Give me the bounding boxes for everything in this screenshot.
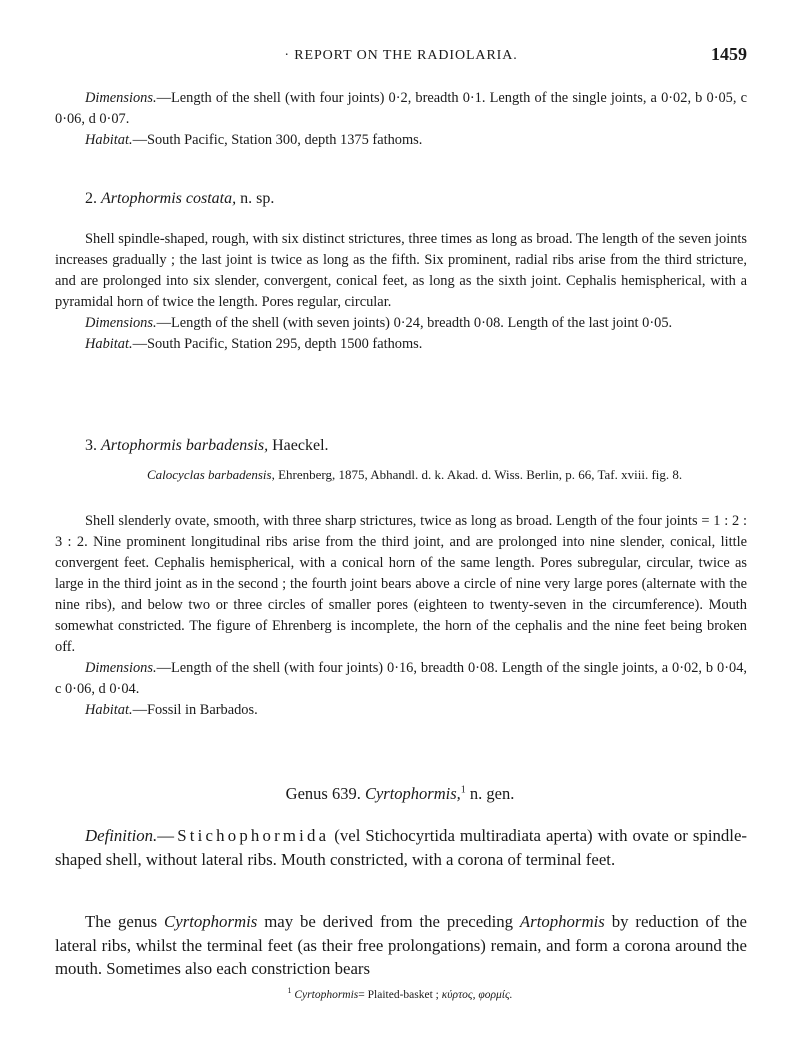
species-2-heading: 2. Artophormis costata, n. sp. bbox=[85, 190, 275, 207]
species-3-name: Artophormis barbadensis, bbox=[101, 437, 269, 454]
species-3-synonymy: Calocyclas barbadensis, Ehrenberg, 1875, Abhandl. d. k. Akad. d. Wiss. Berlin, p. 66, Taf. xviii. fig. 8. bbox=[147, 467, 683, 482]
species-2-description: Shell spindle-shaped, rough, with six distinct strictures, three times as long as broad. The length of the seven joints increases gradually ; the last joint is twice as long as the fifth. Six prominent, radial ribs arise from the third stricture, and are prolonged into six slender, convergent, conical feet, as long as the sixth joint. Cephalis hemispherical, with a pyramidal horn of twice the length. Pores regular, circular. bbox=[55, 231, 747, 310]
genus-definition: Definition.—Stichophormida (vel Stichocyrtida multiradiata aperta) with ovate or spindle-shaped shell, without lateral ribs. Mouth constricted, with a corona of terminal feet. bbox=[55, 826, 747, 869]
species-2-dimensions: Dimensions.—Length of the shell (with seven joints) 0·24, breadth 0·08. Length of the last joint 0·05. bbox=[85, 315, 673, 331]
footnote-reference: 1 bbox=[460, 784, 466, 796]
genus-heading: Genus 639. Cyrtophormis,$^1$ n. gen. bbox=[285, 784, 515, 803]
species-3-dimensions: Dimensions.—Length of the shell (with four joints) 0·16, breadth 0·08. Length of the single joints, a 0·02, b 0·04, c 0·06, d 0·04. bbox=[55, 660, 747, 697]
species-3-block bbox=[55, 511, 747, 721]
species-2-name: Artophormis costata, bbox=[101, 190, 237, 207]
footnote: $^1$ Cyrtophormis= Plaited-basket ; κύρτος, φορμίς. bbox=[287, 986, 513, 1001]
species-3-habitat: Habitat.—Fossil in Barbados. bbox=[85, 702, 258, 718]
running-head: · REPORT ON THE RADIOLARIA. bbox=[284, 48, 518, 63]
page-number: 1459 bbox=[711, 44, 747, 64]
genus-body: The genus Cyrtophormis may be derived from the preceding Artophormis by reduction of the lateral ribs, whilst the terminal feet (as their free prolongations) remain, and form a corona around the mouth. Sometimes also each constriction bears bbox=[55, 912, 748, 978]
genus-name: Cyrtophormis, bbox=[364, 784, 461, 803]
species-3-heading: 3. Artophormis barbadensis, Haeckel. bbox=[85, 437, 329, 454]
prev-habitat: Habitat.—South Pacific, Station 300, depth 1375 fathoms. bbox=[85, 132, 423, 148]
species-2-habitat: Habitat.—South Pacific, Station 295, depth 1500 fathoms. bbox=[85, 336, 423, 352]
page-header bbox=[55, 44, 747, 70]
species-3-description: Shell slenderly ovate, smooth, with three sharp strictures, twice as long as broad. Length of the four joints = 1 : 2 : 3 : 2. Nine prominent longitudinal ribs arise from the third joint, and are prolonged into nine slender, conical, little convergent feet. Cephalis hemispherical, with a conical horn of the same length. Pores subregular, circular, twice as large in the third joint as in the second ; the fourth joint bears above a circle of nine very large pores (alternate with the nine ribs), and below two or three circles of smaller pores (eighteen to twenty-seven in the circumference). Mouth somewhat constricted. The figure of Ehrenberg is incomplete, the horn of the cephalis and the nine feet being broken off. bbox=[55, 513, 747, 655]
species-2-block bbox=[55, 229, 747, 355]
prev-species-block bbox=[55, 88, 747, 151]
prev-dimensions: Dimensions.—Length of the shell (with four joints) 0·2, breadth 0·1. Length of the single joints, a 0·02, b 0·05, c 0·06, d 0·07. bbox=[55, 90, 747, 127]
